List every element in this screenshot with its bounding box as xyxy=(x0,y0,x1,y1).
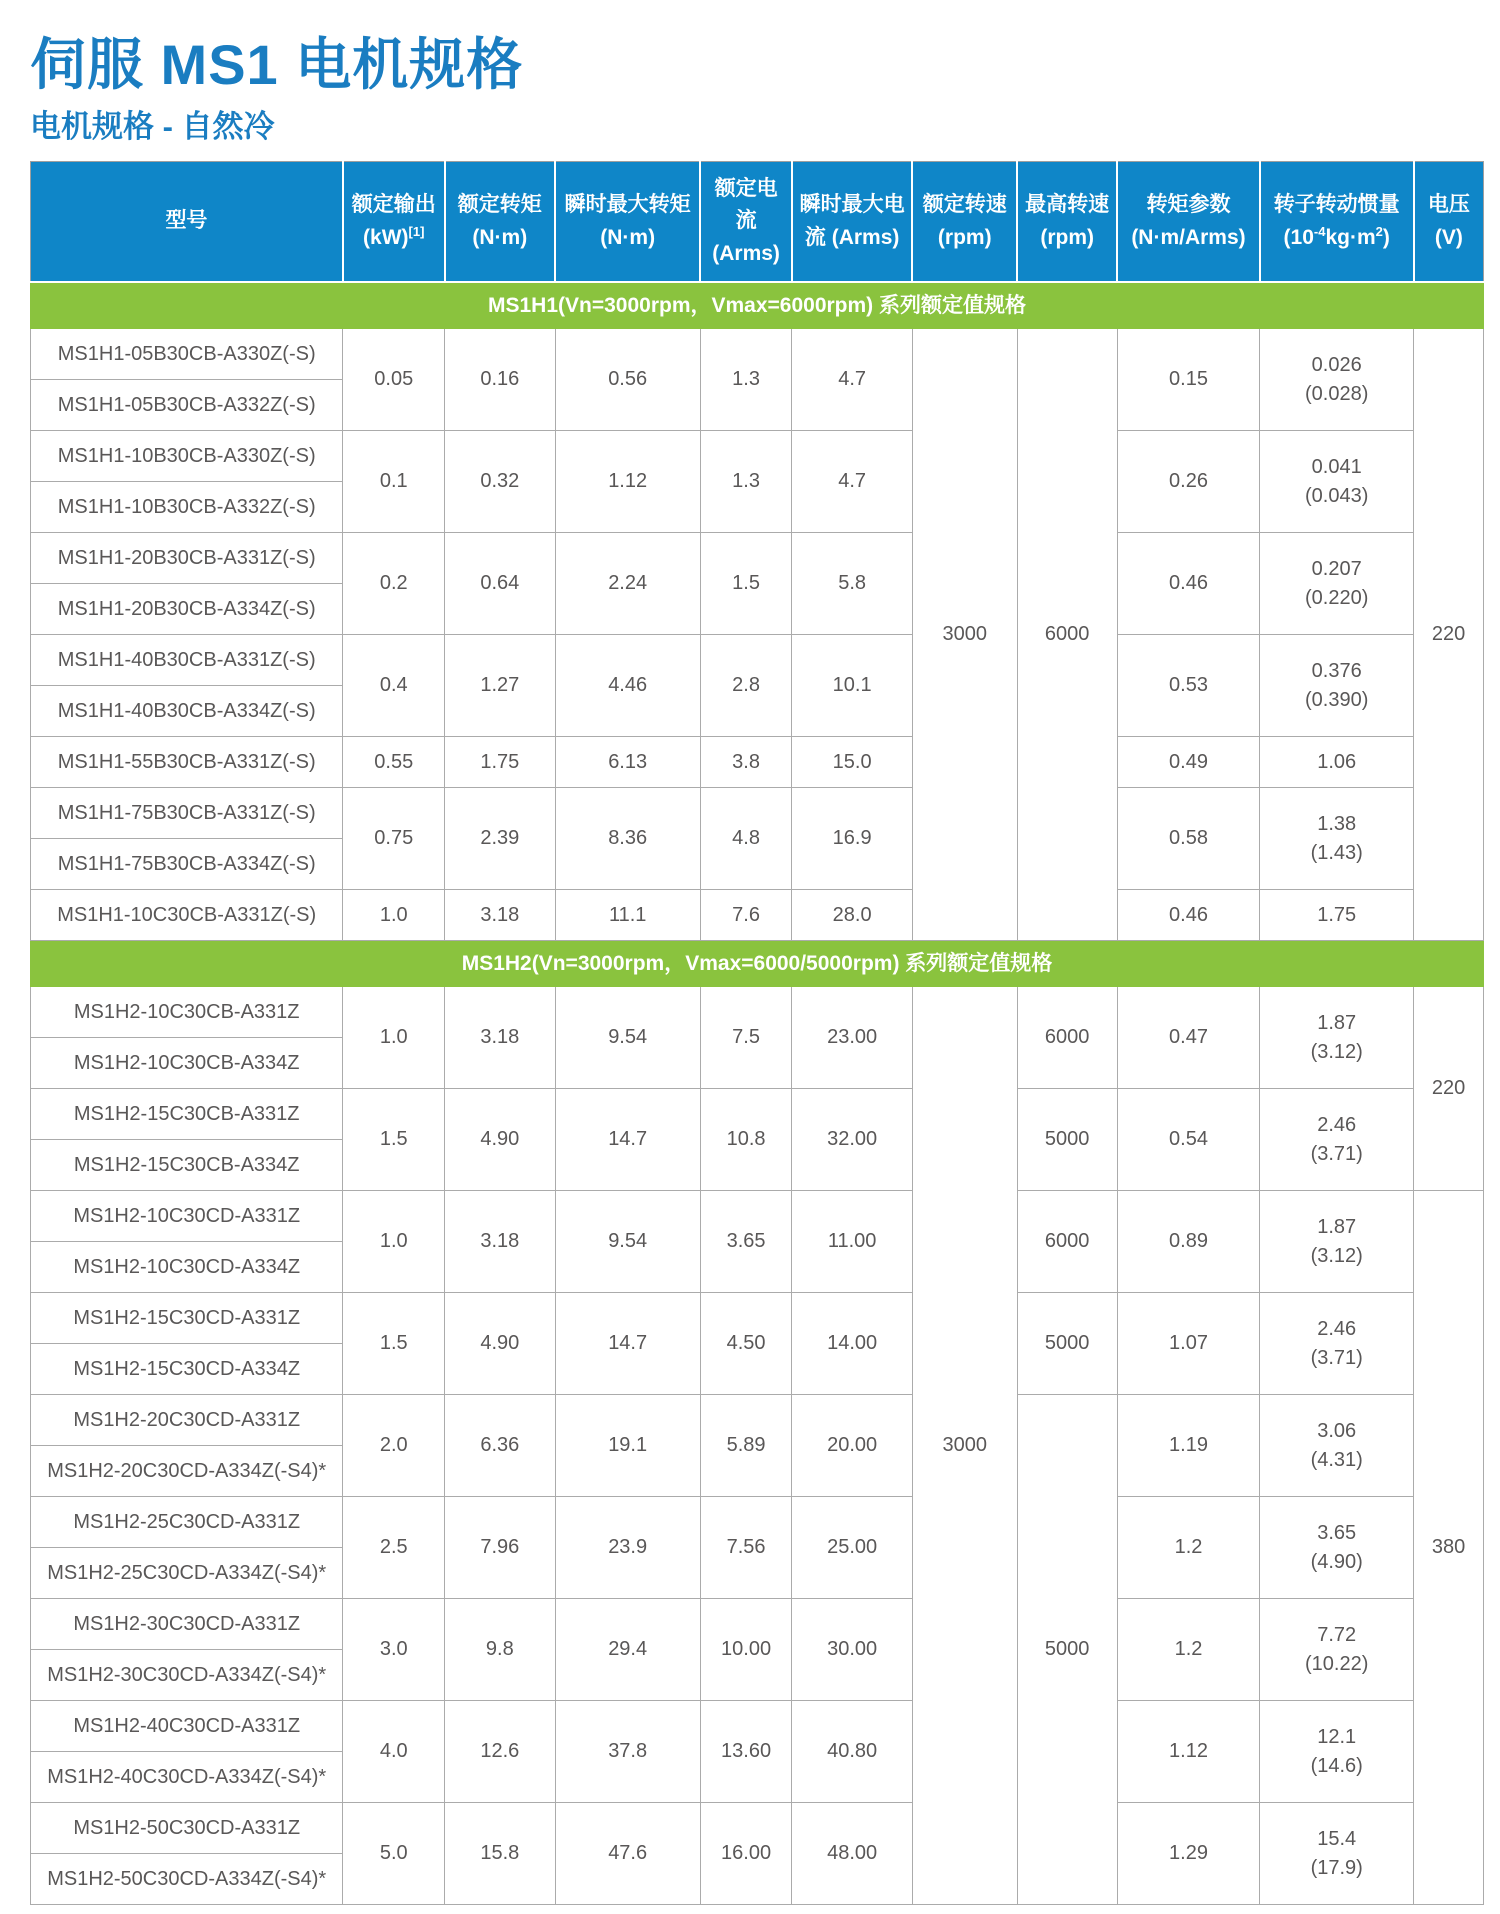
max-torque-cell: 4.46 xyxy=(555,635,700,737)
rated-current-cell: 1.3 xyxy=(700,329,792,431)
max-speed-cell: 6000 xyxy=(1017,329,1117,941)
rated-current-cell: 3.65 xyxy=(700,1191,792,1293)
col-header-rated_output: 额定输出 (kW)[1] xyxy=(343,161,445,282)
rotor-inertia-cell: 3.06 (4.31) xyxy=(1260,1395,1414,1497)
rated-output-cell: 2.0 xyxy=(343,1395,445,1497)
rotor-inertia-cell: 7.72 (10.22) xyxy=(1260,1599,1414,1701)
rotor-inertia-cell: 0.041 (0.043) xyxy=(1260,431,1414,533)
spec-table-body xyxy=(31,282,1484,1905)
rated-current-cell: 7.5 xyxy=(700,987,792,1089)
col-header-max_torque: 瞬时最大转矩 (N·m) xyxy=(555,161,700,282)
rotor-inertia-cell: 2.46 (3.71) xyxy=(1260,1089,1414,1191)
rated-output-cell: 0.1 xyxy=(343,431,445,533)
rated-torque-cell: 3.18 xyxy=(445,890,555,941)
rated-torque-cell: 7.96 xyxy=(445,1497,555,1599)
rated-output-cell: 4.0 xyxy=(343,1701,445,1803)
rated-output-cell: 3.0 xyxy=(343,1599,445,1701)
spec-row xyxy=(31,1599,1484,1650)
max-torque-cell: 19.1 xyxy=(555,1395,700,1497)
spec-row xyxy=(31,1497,1484,1548)
model-cell: MS1H2-25C30CD-A331Z xyxy=(31,1497,343,1548)
col-header-voltage: 电压 (V) xyxy=(1414,161,1484,282)
model-cell: MS1H1-75B30CB-A331Z(-S) xyxy=(31,788,343,839)
rated-torque-cell: 0.64 xyxy=(445,533,555,635)
section-header-row xyxy=(31,282,1484,329)
rotor-inertia-cell: 1.75 xyxy=(1260,890,1414,941)
rotor-inertia-cell: 3.65 (4.90) xyxy=(1260,1497,1414,1599)
model-cell: MS1H2-15C30CD-A334Z xyxy=(31,1344,343,1395)
model-cell: MS1H2-25C30CD-A334Z(-S4)* xyxy=(31,1548,343,1599)
rated-torque-cell: 9.8 xyxy=(445,1599,555,1701)
torque-param-cell: 1.19 xyxy=(1117,1395,1259,1497)
max-current-cell: 23.00 xyxy=(792,987,913,1089)
rated-torque-cell: 3.18 xyxy=(445,1191,555,1293)
section-header: MS1H1(Vn=3000rpm，Vmax=6000rpm) 系列额定值规格 xyxy=(31,282,1484,329)
torque-param-cell: 0.49 xyxy=(1117,737,1259,788)
rated-torque-cell: 12.6 xyxy=(445,1701,555,1803)
rated-output-cell: 0.05 xyxy=(343,329,445,431)
rotor-inertia-cell: 1.87 (3.12) xyxy=(1260,1191,1414,1293)
model-cell: MS1H1-05B30CB-A332Z(-S) xyxy=(31,380,343,431)
col-header-rated_current: 额定电流 (Arms) xyxy=(700,161,792,282)
model-cell: MS1H2-15C30CB-A334Z xyxy=(31,1140,343,1191)
col-header-max_current: 瞬时最大电流 (Arms) xyxy=(792,161,913,282)
rated-current-cell: 3.8 xyxy=(700,737,792,788)
max-torque-cell: 1.12 xyxy=(555,431,700,533)
col-header-torque_param: 转矩参数 (N·m/Arms) xyxy=(1117,161,1259,282)
rotor-inertia-cell: 1.38 (1.43) xyxy=(1260,788,1414,890)
rotor-inertia-cell: 0.207 (0.220) xyxy=(1260,533,1414,635)
max-current-cell: 5.8 xyxy=(792,533,913,635)
max-current-cell: 4.7 xyxy=(792,329,913,431)
torque-param-cell: 0.54 xyxy=(1117,1089,1259,1191)
col-header-rotor_inertia: 转子转动惯量 $(10^{-4}kg\cdot m^2)$ xyxy=(1260,161,1414,282)
model-cell: MS1H1-05B30CB-A330Z(-S) xyxy=(31,329,343,380)
model-cell: MS1H1-10C30CB-A331Z(-S) xyxy=(31,890,343,941)
max-torque-cell: 47.6 xyxy=(555,1803,700,1905)
col-header-model: 型号 xyxy=(31,161,343,282)
rotor-inertia-cell: 12.1 (14.6) xyxy=(1260,1701,1414,1803)
rotor-inertia-cell: 0.026 (0.028) xyxy=(1260,329,1414,431)
model-cell: MS1H1-10B30CB-A330Z(-S) xyxy=(31,431,343,482)
torque-param-cell: 0.46 xyxy=(1117,890,1259,941)
voltage-cell: 220 xyxy=(1414,329,1484,941)
spec-row xyxy=(31,1293,1484,1344)
max-torque-cell: 11.1 xyxy=(555,890,700,941)
model-cell: MS1H1-10B30CB-A332Z(-S) xyxy=(31,482,343,533)
torque-param-cell: 1.12 xyxy=(1117,1701,1259,1803)
max-torque-cell: 2.24 xyxy=(555,533,700,635)
max-torque-cell: 23.9 xyxy=(555,1497,700,1599)
torque-param-cell: 0.89 xyxy=(1117,1191,1259,1293)
spec-row xyxy=(31,1701,1484,1752)
spec-row xyxy=(31,533,1484,584)
rotor-inertia-cell: 2.46 (3.71) xyxy=(1260,1293,1414,1395)
model-cell: MS1H1-40B30CB-A334Z(-S) xyxy=(31,686,343,737)
rated-current-cell: 4.8 xyxy=(700,788,792,890)
header-row xyxy=(31,161,1484,282)
spec-row xyxy=(31,1191,1484,1242)
torque-param-cell: 0.53 xyxy=(1117,635,1259,737)
model-cell: MS1H2-40C30CD-A331Z xyxy=(31,1701,343,1752)
rated-torque-cell: 2.39 xyxy=(445,788,555,890)
max-torque-cell: 8.36 xyxy=(555,788,700,890)
rated-torque-cell: 1.75 xyxy=(445,737,555,788)
max-speed-cell: 6000 xyxy=(1017,1191,1117,1293)
rated-torque-cell: 0.16 xyxy=(445,329,555,431)
section-header: MS1H2(Vn=3000rpm，Vmax=6000/5000rpm) 系列额定值规格 xyxy=(31,941,1484,987)
spec-row xyxy=(31,329,1484,380)
torque-param-cell: 0.58 xyxy=(1117,788,1259,890)
model-cell: MS1H2-15C30CD-A331Z xyxy=(31,1293,343,1344)
max-current-cell: 25.00 xyxy=(792,1497,913,1599)
rated-output-cell: 5.0 xyxy=(343,1803,445,1905)
motor-spec-table xyxy=(30,161,1484,1906)
max-torque-cell: 9.54 xyxy=(555,987,700,1089)
page-title: 伺服 MS1 电机规格 xyxy=(30,33,524,96)
rated-speed-cell: 3000 xyxy=(912,987,1017,1905)
rated-output-cell: 2.5 xyxy=(343,1497,445,1599)
rated-output-cell: 0.75 xyxy=(343,788,445,890)
section-header-row xyxy=(31,941,1484,987)
model-cell: MS1H2-40C30CD-A334Z(-S4)* xyxy=(31,1752,343,1803)
max-current-cell: 32.00 xyxy=(792,1089,913,1191)
model-cell: MS1H1-20B30CB-A331Z(-S) xyxy=(31,533,343,584)
spec-row xyxy=(31,1089,1484,1140)
max-torque-cell: 0.56 xyxy=(555,329,700,431)
model-cell: MS1H2-10C30CB-A334Z xyxy=(31,1038,343,1089)
spec-row xyxy=(31,788,1484,839)
model-cell: MS1H2-10C30CD-A331Z xyxy=(31,1191,343,1242)
rated-current-cell: 5.89 xyxy=(700,1395,792,1497)
rated-torque-cell: 1.27 xyxy=(445,635,555,737)
rated-output-cell: 1.0 xyxy=(343,987,445,1089)
max-current-cell: 15.0 xyxy=(792,737,913,788)
max-torque-cell: 29.4 xyxy=(555,1599,700,1701)
rotor-inertia-cell: 0.376 (0.390) xyxy=(1260,635,1414,737)
model-cell: MS1H2-20C30CD-A334Z(-S4)* xyxy=(31,1446,343,1497)
rated-speed-cell: 3000 xyxy=(912,329,1017,941)
col-header-max_speed: 最高转速 (rpm) xyxy=(1017,161,1117,282)
torque-param-cell: 1.2 xyxy=(1117,1497,1259,1599)
spec-row xyxy=(31,987,1484,1038)
max-speed-cell: 5000 xyxy=(1017,1293,1117,1395)
rated-current-cell: 1.5 xyxy=(700,533,792,635)
rated-output-cell: 1.0 xyxy=(343,1191,445,1293)
spec-row xyxy=(31,1395,1484,1446)
rated-output-cell: 1.5 xyxy=(343,1293,445,1395)
rated-current-cell: 7.6 xyxy=(700,890,792,941)
spec-row xyxy=(31,890,1484,941)
rated-current-cell: 13.60 xyxy=(700,1701,792,1803)
voltage-cell: 220 xyxy=(1414,987,1484,1191)
max-current-cell: 11.00 xyxy=(792,1191,913,1293)
model-cell: MS1H2-30C30CD-A331Z xyxy=(31,1599,343,1650)
rotor-inertia-cell: 1.06 xyxy=(1260,737,1414,788)
max-torque-cell: 14.7 xyxy=(555,1089,700,1191)
torque-param-cell: 1.2 xyxy=(1117,1599,1259,1701)
model-cell: MS1H1-75B30CB-A334Z(-S) xyxy=(31,839,343,890)
model-cell: MS1H2-50C30CD-A331Z xyxy=(31,1803,343,1854)
torque-param-cell: 0.46 xyxy=(1117,533,1259,635)
rated-current-cell: 1.3 xyxy=(700,431,792,533)
spec-row xyxy=(31,431,1484,482)
max-current-cell: 30.00 xyxy=(792,1599,913,1701)
model-cell: MS1H1-20B30CB-A334Z(-S) xyxy=(31,584,343,635)
rated-torque-cell: 0.32 xyxy=(445,431,555,533)
rated-output-cell: 0.4 xyxy=(343,635,445,737)
max-current-cell: 20.00 xyxy=(792,1395,913,1497)
max-current-cell: 14.00 xyxy=(792,1293,913,1395)
model-cell: MS1H2-30C30CD-A334Z(-S4)* xyxy=(31,1650,343,1701)
rotor-inertia-cell: 1.87 (3.12) xyxy=(1260,987,1414,1089)
max-current-cell: 16.9 xyxy=(792,788,913,890)
rated-torque-cell: 4.90 xyxy=(445,1293,555,1395)
max-torque-cell: 6.13 xyxy=(555,737,700,788)
torque-param-cell: 1.07 xyxy=(1117,1293,1259,1395)
rated-torque-cell: 15.8 xyxy=(445,1803,555,1905)
rated-current-cell: 7.56 xyxy=(700,1497,792,1599)
model-cell: MS1H2-15C30CB-A331Z xyxy=(31,1089,343,1140)
max-current-cell: 40.80 xyxy=(792,1701,913,1803)
spec-row xyxy=(31,737,1484,788)
spec-table-header xyxy=(31,161,1484,282)
rotor-inertia-cell: 15.4 (17.9) xyxy=(1260,1803,1414,1905)
rated-output-cell: 1.5 xyxy=(343,1089,445,1191)
rated-output-cell: 1.0 xyxy=(343,890,445,941)
torque-param-cell: 0.47 xyxy=(1117,987,1259,1089)
rated-current-cell: 10.00 xyxy=(700,1599,792,1701)
torque-param-cell: 0.26 xyxy=(1117,431,1259,533)
max-speed-cell: 6000 xyxy=(1017,987,1117,1089)
rated-output-cell: 0.55 xyxy=(343,737,445,788)
rated-torque-cell: 4.90 xyxy=(445,1089,555,1191)
max-current-cell: 10.1 xyxy=(792,635,913,737)
max-torque-cell: 9.54 xyxy=(555,1191,700,1293)
model-cell: MS1H2-20C30CD-A331Z xyxy=(31,1395,343,1446)
rated-torque-cell: 6.36 xyxy=(445,1395,555,1497)
model-cell: MS1H1-55B30CB-A331Z(-S) xyxy=(31,737,343,788)
torque-param-cell: 1.29 xyxy=(1117,1803,1259,1905)
model-cell: MS1H2-50C30CD-A334Z(-S4)* xyxy=(31,1854,343,1905)
max-speed-cell: 5000 xyxy=(1017,1395,1117,1905)
rated-current-cell: 4.50 xyxy=(700,1293,792,1395)
max-current-cell: 28.0 xyxy=(792,890,913,941)
model-cell: MS1H2-10C30CD-A334Z xyxy=(31,1242,343,1293)
model-cell: MS1H1-40B30CB-A331Z(-S) xyxy=(31,635,343,686)
voltage-cell: 380 xyxy=(1414,1191,1484,1905)
rated-current-cell: 10.8 xyxy=(700,1089,792,1191)
max-current-cell: 48.00 xyxy=(792,1803,913,1905)
torque-param-cell: 0.15 xyxy=(1117,329,1259,431)
max-speed-cell: 5000 xyxy=(1017,1089,1117,1191)
max-current-cell: 4.7 xyxy=(792,431,913,533)
spec-row xyxy=(31,1803,1484,1854)
rated-current-cell: 16.00 xyxy=(700,1803,792,1905)
max-torque-cell: 14.7 xyxy=(555,1293,700,1395)
spec-row xyxy=(31,635,1484,686)
col-header-rated_speed: 额定转速 (rpm) xyxy=(912,161,1017,282)
col-header-rated_torque: 额定转矩 (N·m) xyxy=(445,161,555,282)
rated-current-cell: 2.8 xyxy=(700,635,792,737)
max-torque-cell: 37.8 xyxy=(555,1701,700,1803)
page-subtitle: 电机规格 - 自然冷 xyxy=(30,108,275,144)
model-cell: MS1H2-10C30CB-A331Z xyxy=(31,987,343,1038)
rated-output-cell: 0.2 xyxy=(343,533,445,635)
rated-torque-cell: 3.18 xyxy=(445,987,555,1089)
